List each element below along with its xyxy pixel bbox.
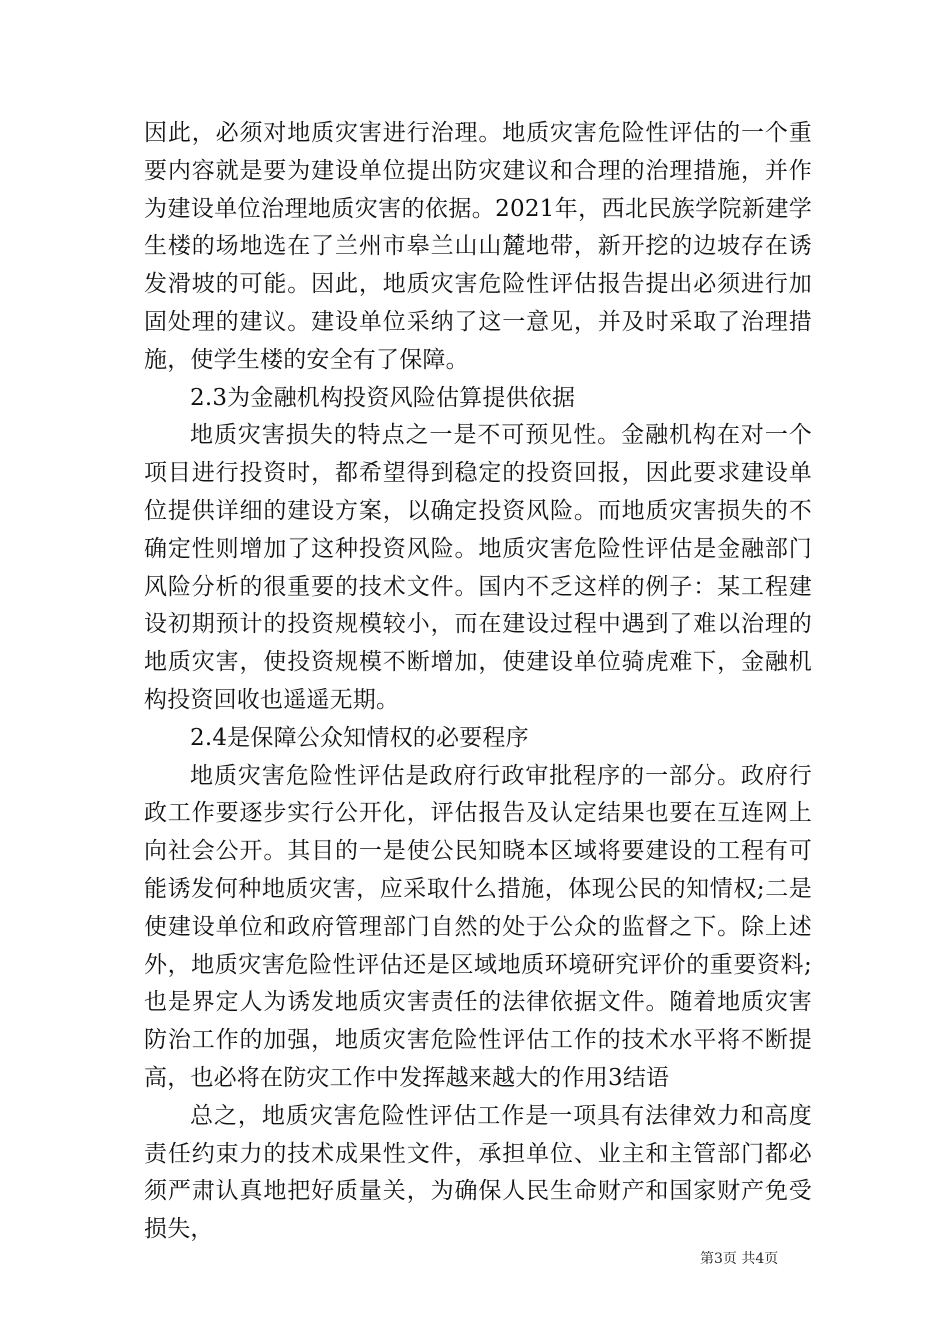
paragraph-conclusion: 总之，地质灾害危险性评估工作是一项具有法律效力和高度责任约束力的技术成果性文件，承担单位、业主和主管部门都必须严肃认真地把好质量关，为确保人民生命财产和国家财产免受损失， [144,1102,812,1243]
section-heading-2-4: 2.4是保障公众知情权的必要程序 [190,724,529,751]
page-number-footer: 第3页 共4页 [700,1251,779,1267]
paragraph-public-right-to-know: 地质灾害危险性评估是政府行政审批程序的一部分。政府行政工作要逐步实行公开化，评估报告及认定结果也要在互连网上向社会公开。其目的一是使公民知晓本区域将要建设的工程有可能诱发何种地质灾害，应采取什么措施，体现公民的知情权;二是使建设单位和政府管理部门自然的处于公众的监督之下。除上述外，地质灾害危险性评估还是区域地质环境研究评价的重要资料;也是界定人为诱发地质灾害责任的法律依据文件。随着地质灾害防治工作的加强，地质灾害危险性评估工作的技术水平将不断提高，也必将在防灾工作中发挥越来越大的作用3结语 [144,762,812,1091]
paragraph-financial-risk: 地质灾害损失的特点之一是不可预见性。金融机构在对一个项目进行投资时，都希望得到稳定的投资回报，因此要求建设单位提供详细的建设方案，以确定投资风险。而地质灾害损失的不确定性则增加了这种投资风险。地质灾害危险性评估是金融部门风险分析的很重要的技术文件。国内不乏这样的例子：某工程建设初期预计的投资规模较小，而在建设过程中遇到了难以治理的地质灾害，使投资规模不断增加，使建设单位骑虎难下，金融机构投资回收也遥遥无期。 [144,422,812,713]
document-body [144,115,812,1249]
paragraph-governance-continued: 因此，必须对地质灾害进行治理。地质灾害危险性评估的一个重要内容就是要为建设单位提出防灾建议和合理的治理措施，并作为建设单位治理地质灾害的依据。2021年，西北民族学院新建学生楼的场地选在了兰州市皋兰山山麓地带，新开挖的边坡存在诱发滑坡的可能。因此，地质灾害危险性评估报告提出必须进行加固处理的建议。建设单位采纳了这一意见，并及时采取了治理措施，使学生楼的安全有了保障。 [144,120,812,373]
section-heading-2-3: 2.3为金融机构投资风险估算提供依据 [190,384,576,411]
